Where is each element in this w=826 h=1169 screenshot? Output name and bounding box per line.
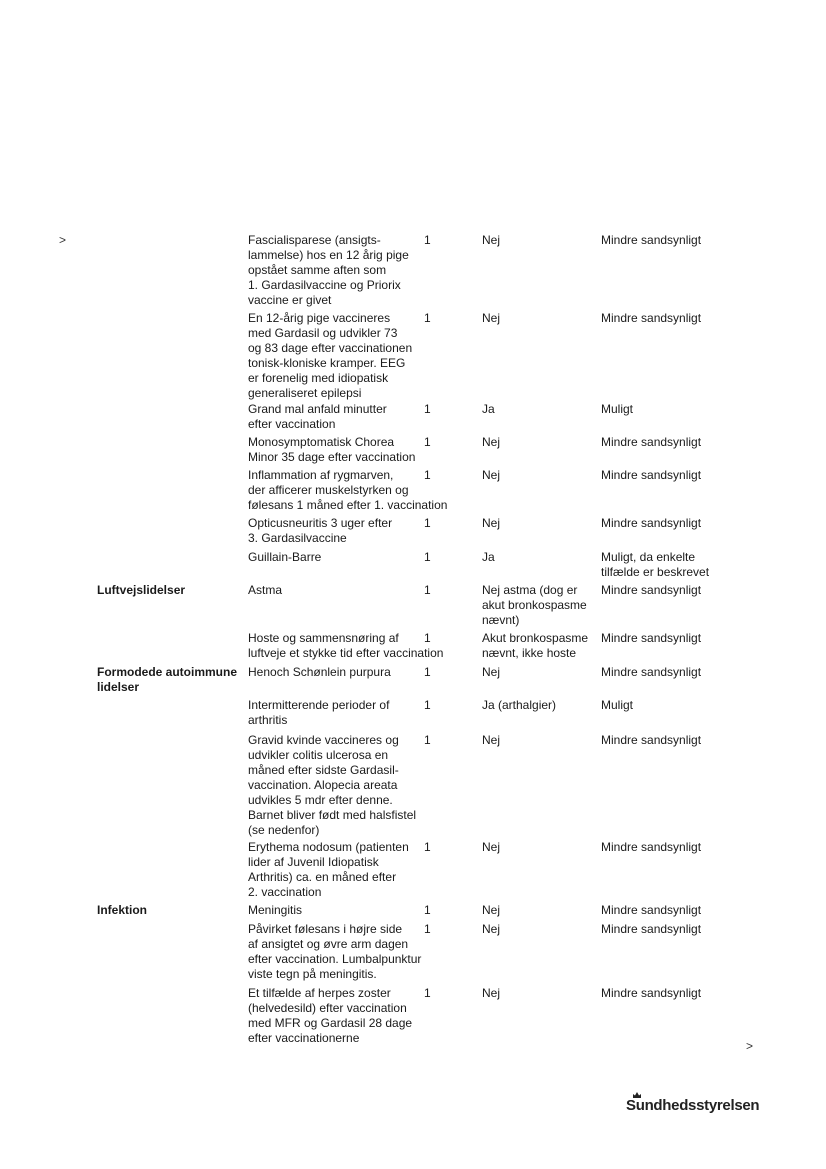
- count-cell: 1: [424, 631, 431, 645]
- answer-cell: Ja (arthalgier): [482, 698, 557, 712]
- answer-cell: Ja: [482, 402, 495, 416]
- assessment-cell: Mindre sandsynligt: [601, 733, 702, 747]
- count-cell: 1: [424, 550, 431, 564]
- answer-cell: Nej: [482, 986, 501, 1000]
- count-cell: 1: [424, 903, 431, 917]
- assessment-cell: Mindre sandsynligt: [601, 468, 702, 482]
- category-cell: Infektion: [97, 903, 147, 917]
- count-cell: 1: [424, 583, 431, 597]
- sundhedsstyrelsen-logo: Sundhedsstyrelsen: [626, 1097, 760, 1114]
- description-cell: Erythema nodosum (patienten lider af Juvenil Idiopatisk Arthritis) ca. en måned efter 2. vaccination: [248, 840, 409, 899]
- count-cell: 1: [424, 986, 431, 1000]
- count-cell: 1: [424, 698, 431, 712]
- count-cell: 1: [424, 665, 431, 679]
- answer-cell: Nej: [482, 468, 501, 482]
- description-cell: En 12-årig pige vaccineres med Gardasil og udvikler 73 og 83 dage efter vaccinationen tonisk-kloniske kramper. EEG er forenelig med idiopatisk generaliseret epilepsi: [248, 311, 413, 400]
- assessment-cell: Mindre sandsynligt: [601, 516, 702, 530]
- count-cell: 1: [424, 840, 431, 854]
- answer-cell: Nej: [482, 516, 501, 530]
- description-cell: Meningitis: [248, 903, 303, 917]
- assessment-cell: Muligt: [601, 402, 634, 416]
- assessment-cell: Mindre sandsynligt: [601, 583, 702, 597]
- assessment-cell: Mindre sandsynligt: [601, 233, 702, 247]
- count-cell: 1: [424, 435, 431, 449]
- assessment-cell: Muligt: [601, 698, 634, 712]
- nav-arrow-right[interactable]: >: [746, 1039, 754, 1053]
- count-cell: 1: [424, 311, 431, 325]
- assessment-cell: Mindre sandsynligt: [601, 435, 702, 449]
- description-cell: Påvirket følesans i højre side af ansigtet og øvre arm dagen efter vaccination. Lumbalpunktur viste tegn på meningitis.: [248, 922, 422, 981]
- count-cell: 1: [424, 922, 431, 936]
- assessment-cell: Mindre sandsynligt: [601, 840, 702, 854]
- description-cell: Guillain-Barre: [248, 550, 322, 564]
- description-cell: Gravid kvinde vaccineres og udvikler colitis ulcerosa en måned efter sidste Gardasil- vaccination. Alopecia areata udvikles 5 mdr efter denne. Barnet bliver født med halsfistel (se nedenfor): [248, 733, 417, 837]
- description-cell: Henoch Schønlein purpura: [248, 665, 391, 679]
- answer-cell: Nej: [482, 733, 501, 747]
- assessment-cell: Mindre sandsynligt: [601, 311, 702, 325]
- assessment-cell: Mindre sandsynligt: [601, 922, 702, 936]
- count-cell: 1: [424, 516, 431, 530]
- description-cell: Fascialisparese (ansigts- lammelse) hos en 12 årig pige opstået samme aften som 1. Gardasilvaccine og Priorix vaccine er givet: [248, 233, 409, 307]
- assessment-cell: Muligt, da enkelte tilfælde er beskrevet: [601, 550, 710, 579]
- count-cell: 1: [424, 402, 431, 416]
- answer-cell: Nej: [482, 233, 501, 247]
- assessment-cell: Mindre sandsynligt: [601, 665, 702, 679]
- count-cell: 1: [424, 733, 431, 747]
- answer-cell: Akut bronkospasme nævnt, ikke hoste: [482, 631, 589, 660]
- count-cell: 1: [424, 468, 431, 482]
- answer-cell: Nej: [482, 665, 501, 679]
- answer-cell: Nej: [482, 435, 501, 449]
- nav-arrow-left[interactable]: >: [59, 233, 67, 247]
- answer-cell: Nej: [482, 922, 501, 936]
- description-cell: Grand mal anfald minutter efter vaccination: [248, 402, 387, 431]
- description-cell: Astma: [248, 583, 283, 597]
- assessment-cell: Mindre sandsynligt: [601, 631, 702, 645]
- assessment-cell: Mindre sandsynligt: [601, 986, 702, 1000]
- answer-cell: Nej: [482, 311, 501, 325]
- description-cell: Opticusneuritis 3 uger efter 3. Gardasilvaccine: [248, 516, 393, 545]
- category-cell: Luftvejslidelser: [97, 583, 186, 597]
- description-cell: Intermitterende perioder of arthritis: [248, 698, 390, 727]
- answer-cell: Nej astma (dog er akut bronkospasme nævnt): [482, 583, 587, 627]
- assessment-cell: Mindre sandsynligt: [601, 903, 702, 917]
- description-cell: Inflammation af rygmarven, der afficerer muskelstyrken og følesans 1 måned efter 1. vaccination: [248, 468, 448, 512]
- description-cell: Hoste og sammensnøring af luftveje et stykke tid efter vaccination: [248, 631, 444, 660]
- description-cell: Et tilfælde af herpes zoster (helvedesild) efter vaccination med MFR og Gardasil 28 dage efter vaccinationerne: [248, 986, 413, 1045]
- description-cell: Monosymptomatisk Chorea Minor 35 dage efter vaccination: [248, 435, 416, 464]
- answer-cell: Nej: [482, 840, 501, 854]
- count-cell: 1: [424, 233, 431, 247]
- category-cell: Formodede autoimmune lidelser: [97, 665, 238, 694]
- answer-cell: Nej: [482, 903, 501, 917]
- answer-cell: Ja: [482, 550, 495, 564]
